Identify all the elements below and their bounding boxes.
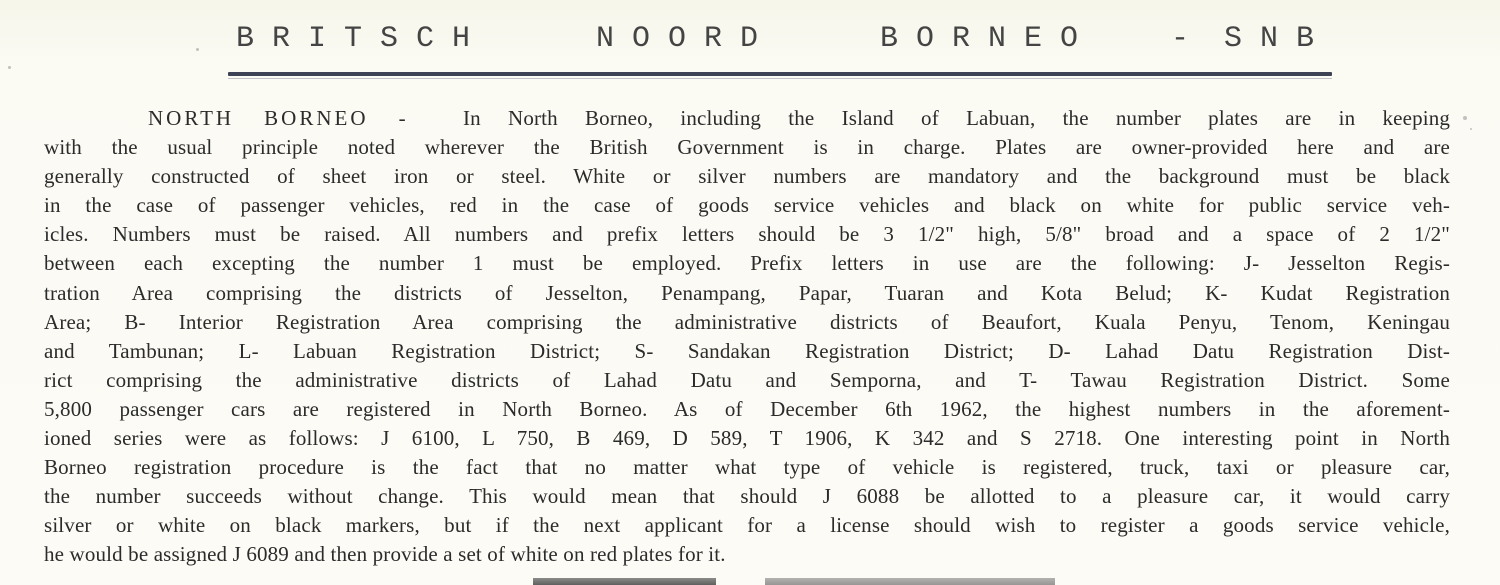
paper-speck [1463,116,1467,120]
paper-speck [1470,128,1472,130]
page-title [236,22,1336,62]
article-line: tration Area comprising the districts of Jesselton, Penampang, Papar, Tuaran and Kota Belud; K- Kudat Registration [44,280,1450,305]
title-underline [228,72,1332,76]
title-word-snb: SNB [1224,22,1333,56]
article-line: rict comprising the administrative districts of Lahad Datu and Semporna, and T- Tawau Registration District. Some [44,367,1450,392]
article-line: 5,800 passenger cars are registered in North Borneo. As of December 6th 1962, the highest numbers in the aforement- [44,396,1450,421]
article-line: with the usual principle noted wherever the British Government is in charge. Plates are owner-provided here and are [44,135,1450,160]
title-underline-shadow [228,78,1332,79]
paper-speck [8,66,11,69]
photo-edge-left [533,578,716,585]
title-word-borneo: BORNEO [880,22,1097,56]
article-line: generally constructed of sheet iron or steel. White or silver numbers are mandatory and the background must be black [44,164,1450,189]
paper-speck [196,48,199,51]
article-line: icles. Numbers must be raised. All numbers and prefix letters should be 3 1/2" high, 5/8" broad and a space of 2 1/2" [44,222,1450,247]
title-word-britsch: BRITSCH [236,22,489,56]
article-line: Borneo registration procedure is the fact that no matter what type of vehicle is registered, truck, taxi or pleasure car, [44,455,1450,480]
article-line: and Tambunan; L- Labuan Registration District; S- Sandakan Registration District; D- Lahad Datu Registration Dist- [44,338,1450,363]
article-line: Area; B- Interior Registration Area comprising the administrative districts of Beaufort, Kuala Penyu, Tenom, Keningau [44,309,1450,334]
article-line: between each excepting the number 1 must be employed. Prefix letters in use are the following: J- Jesselton Regis- [44,251,1450,276]
photo-edge-right [765,578,1055,585]
article-body [44,104,1450,570]
article-line: he would be assigned J 6089 and then provide a set of white on red plates for it. [44,542,726,567]
article-line: silver or white on black markers, but if the next applicant for a license should wish to register a goods service vehicle, [44,513,1450,538]
article-line: the number succeeds without change. This would mean that should J 6088 be allotted to a pleasure car, it would carry [44,484,1450,509]
article-line [44,104,1450,133]
article-line: in the case of passenger vehicles, red in the case of goods service vehicles and black on white for public service veh- [44,193,1450,218]
title-dash: - [1171,22,1190,56]
article-line-text: In North Borneo, including the Island of Labuan, the number plates are in keeping [463,106,1450,130]
article-lead-in: NORTH BORNEO - [148,106,409,130]
article-line: ioned series were as follows: J 6100, L 750, B 469, D 589, T 1906, K 342 and S 2718. One interesting point in North [44,426,1450,451]
title-word-noord: NOORD [596,22,777,56]
